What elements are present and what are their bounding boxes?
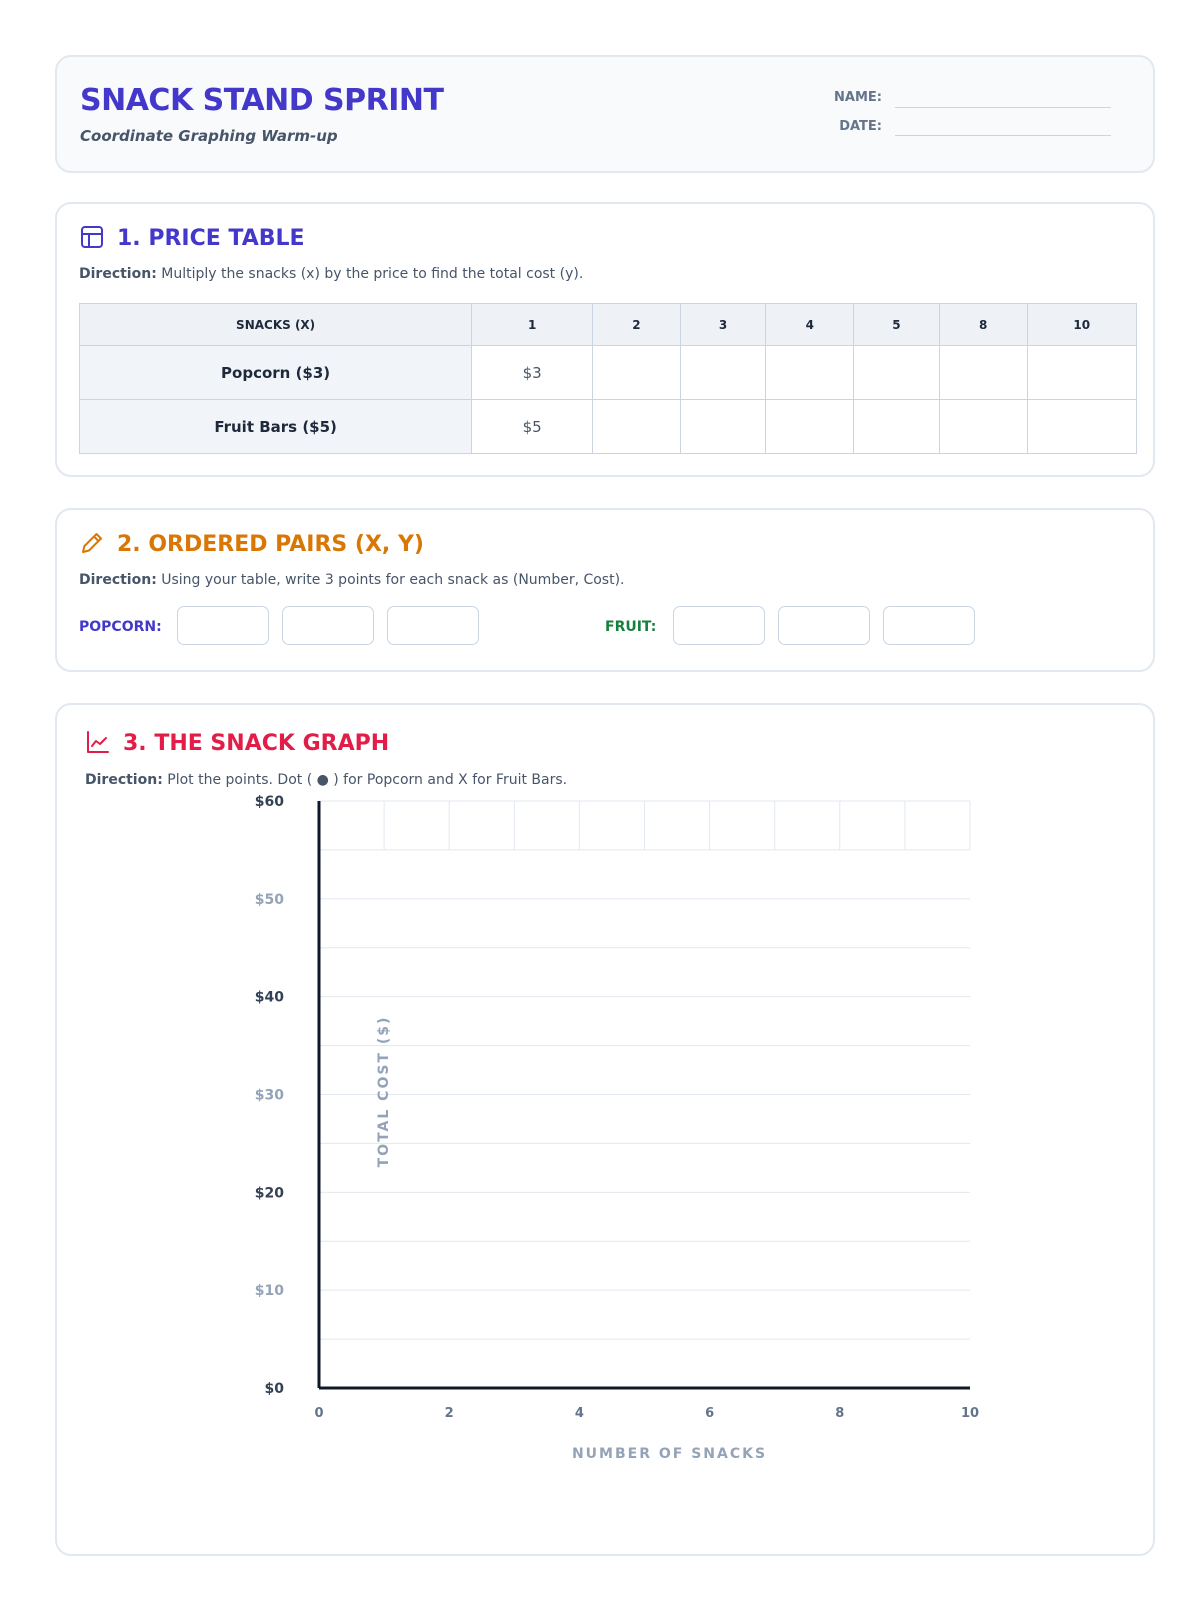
fruit-pair-input[interactable] xyxy=(778,606,870,645)
popcorn-pair-input[interactable] xyxy=(282,606,374,645)
table-answer-cell[interactable] xyxy=(766,346,854,400)
row-label-fruit-bars: Fruit Bars ($5) xyxy=(80,400,472,454)
ordered-pairs-section xyxy=(55,508,1155,672)
x-tick-label: 8 xyxy=(835,1406,845,1421)
y-axis-label: TOTAL COST ($) xyxy=(376,1015,392,1168)
table-row xyxy=(80,400,1137,454)
y-tick-label: $40 xyxy=(254,989,284,1006)
fruit-pair-input[interactable] xyxy=(883,606,975,645)
y-tick-label: $10 xyxy=(254,1283,284,1300)
table-header-cell: 5 xyxy=(854,304,940,346)
table-cell: $3 xyxy=(472,346,593,400)
y-tick-label: $30 xyxy=(254,1087,284,1104)
fruit-pairs-label: FRUIT: xyxy=(605,619,657,635)
worksheet-header xyxy=(55,55,1155,173)
table-row xyxy=(80,346,1137,400)
y-tick-label: $50 xyxy=(254,891,284,908)
popcorn-pairs-label: POPCORN: xyxy=(79,619,162,635)
table-icon xyxy=(79,224,105,250)
x-tick-label: 10 xyxy=(960,1406,980,1421)
pencil-icon xyxy=(79,530,105,556)
table-answer-cell[interactable] xyxy=(939,400,1027,454)
price-table xyxy=(79,303,1137,454)
popcorn-pair-input[interactable] xyxy=(177,606,269,645)
snack-graph-section xyxy=(55,703,1155,1556)
price-table-section xyxy=(55,202,1155,477)
fruit-pair-input[interactable] xyxy=(673,606,765,645)
date-label: DATE: xyxy=(839,119,882,134)
popcorn-pair-input[interactable] xyxy=(387,606,479,645)
y-tick-label: $20 xyxy=(254,1185,284,1202)
x-tick-label: 2 xyxy=(444,1406,454,1421)
y-tick-label: $60 xyxy=(254,794,284,810)
name-field[interactable] xyxy=(895,107,1111,108)
table-header-cell: 8 xyxy=(939,304,1027,346)
table-header-cell: 3 xyxy=(680,304,766,346)
table-answer-cell[interactable] xyxy=(854,346,940,400)
table-answer-cell[interactable] xyxy=(1027,400,1136,454)
x-tick-label: 4 xyxy=(574,1406,584,1421)
table-answer-cell[interactable] xyxy=(593,346,681,400)
x-axis-label: NUMBER OF SNACKS xyxy=(571,1446,768,1462)
x-tick-label: 0 xyxy=(314,1406,324,1421)
table-header-cell: 1 xyxy=(472,304,593,346)
table-header-row xyxy=(80,304,1137,346)
table-answer-cell[interactable] xyxy=(593,400,681,454)
table-answer-cell[interactable] xyxy=(1027,346,1136,400)
date-field[interactable] xyxy=(895,135,1111,136)
section2-title: 2. ORDERED PAIRS (X, Y) xyxy=(117,532,424,557)
snack-graph[interactable] xyxy=(57,705,1157,1558)
worksheet-title: SNACK STAND SPRINT xyxy=(80,83,444,118)
section1-heading xyxy=(79,226,305,252)
section1-title: 1. PRICE TABLE xyxy=(117,226,305,251)
section2-direction: Direction: Using your table, write 3 points for each snack as (Number, Cost). xyxy=(79,572,625,588)
table-answer-cell[interactable] xyxy=(939,346,1027,400)
table-answer-cell[interactable] xyxy=(680,400,766,454)
section2-heading xyxy=(79,532,424,558)
table-header-cell: SNACKS (X) xyxy=(80,304,472,346)
row-label-popcorn: Popcorn ($3) xyxy=(80,346,472,400)
name-label: NAME: xyxy=(834,90,882,105)
worksheet-subtitle: Coordinate Graphing Warm-up xyxy=(80,127,338,145)
table-header-cell: 10 xyxy=(1027,304,1136,346)
x-tick-label: 6 xyxy=(705,1406,715,1421)
table-cell: $5 xyxy=(472,400,593,454)
section3-direction: Direction: Plot the points. Dot ( ● ) for Popcorn and X for Fruit Bars. xyxy=(85,772,568,788)
table-answer-cell[interactable] xyxy=(766,400,854,454)
section3-title: 3. THE SNACK GRAPH xyxy=(123,731,390,756)
section1-direction: Direction: Multiply the snacks (x) by the price to find the total cost (y). xyxy=(79,266,584,282)
table-answer-cell[interactable] xyxy=(854,400,940,454)
table-header-cell: 2 xyxy=(593,304,681,346)
table-header-cell: 4 xyxy=(766,304,854,346)
y-tick-label: $0 xyxy=(264,1381,284,1397)
table-answer-cell[interactable] xyxy=(680,346,766,400)
